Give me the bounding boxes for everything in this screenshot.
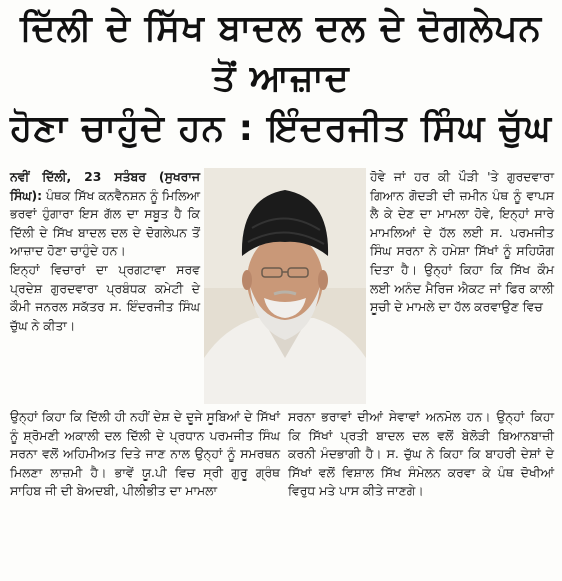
dateline: ਨਵੀਂ ਦਿੱਲੀ, 23 ਸਤੰਬਰ (ਸੁਖਰਾਜ ਸਿੰਘ):	[10, 169, 200, 203]
article-paragraph-4: ਉਨ੍ਹਾਂ ਕਿਹਾ ਕਿ ਦਿੱਲੀ ਹੀ ਨਹੀਂ ਦੇਸ਼ ਦੇ ਦੂਜੇ ਸੂਬਿਆਂ ਦੇ ਸਿੱਖਾਂ ਨੂੰ ਸ਼੍ਰੋਮਣੀ ਅਕਾਲੀ ਦਲ ਦਿੱਲੀ ਦੇ ਪ੍ਰਧਾਨ ਪਰਮਜੀਤ ਸਿੰਘ ਸਰਨਾ ਵਲੋਂ ਅਹਿਮੀਅਤ ਦਿਤੇ ਜਾਣ ਨਾਲ ਉਨ੍ਹਾਂ ਨੂੰ ਸਮਰਥਨ ਮਿਲਣਾ ਲਾਜ਼ਮੀ ਹੈ। ਭਾਵੇਂ ਯੂ.ਪੀ ਵਿਚ ਸ੍ਰੀ ਗੁਰੂ ਗ੍ਰੰਥ ਸਾਹਿਬ ਜੀ ਦੀ ਬੇਅਦਬੀ, ਪੀਲੀਭੀਤ ਦਾ ਮਾਮਲਾ	[10, 409, 280, 499]
portrait-photo	[204, 168, 366, 404]
headline-line-1: ਦਿੱਲੀ ਦੇ ਸਿੱਖ ਬਾਦਲ ਦਲ ਦੇ ਦੋਗਲੇਪਨ ਤੋਂ ਆਜ਼ਾਦ	[20, 8, 542, 99]
portrait-image	[204, 168, 366, 404]
article-bottom-right	[288, 408, 554, 501]
article-paragraph-1-text: ਪੰਥਕ ਸਿੱਖ ਕਨਵੈਨਸ਼ਨ ਨੂੰ ਮਿਲਿਆ ਭਰਵਾਂ ਹੁੰਗਾਰਾ ਇਸ ਗੱਲ ਦਾ ਸਬੂਤ ਹੈ ਕਿ ਦਿੱਲੀ ਦੇ ਸਿੱਖ ਬਾਦਲ ਦਲ ਦੇ ਦੋਗਲੇਪਨ ਤੋਂ ਆਜ਼ਾਦ ਹੋਣਾ ਚਾਹੁੰਦੇ ਹਨ।	[10, 187, 200, 259]
headline-line-2: ਹੋਣਾ ਚਾਹੁੰਦੇ ਹਨ : ਇੰਦਰਜੀਤ ਸਿੰਘ ਚੁੱਘ	[10, 108, 552, 149]
article-paragraph-3: ਹੋਵੇ ਜਾਂ ਹਰ ਕੀ ਪੌੜੀ 'ਤੇ ਗੁਰਦਵਾਰਾ ਗਿਆਨ ਗੋਦੜੀ ਦੀ ਜ਼ਮੀਨ ਪੰਥ ਨੂੰ ਵਾਪਸ ਲੈ ਕੇ ਦੇਣ ਦਾ ਮਾਮਲਾ ਹੋਵੇ, ਇਨ੍ਹਾਂ ਸਾਰੇ ਮਾਮਲਿਆਂ ਦੇ ਹੱਲ ਲਈ ਸ. ਪਰਮਜੀਤ ਸਿੰਘ ਸਰਨਾ ਨੇ ਹਮੇਸ਼ਾ ਸਿੱਖਾਂ ਨੂੰ ਸਹਿਯੋਗ ਦਿਤਾ ਹੈ। ਉਨ੍ਹਾਂ ਕਿਹਾ ਕਿ ਸਿੱਖ ਕੌਮ ਲਈ ਅਨੰਦ ਮੈਰਿਜ ਐਕਟ ਜਾਂ ਫਿਰ ਕਾਲੀ ਸੂਚੀ ਦੇ ਮਾਮਲੇ ਦਾ ਹੱਲ ਕਰਵਾਉਣ ਵਿਚ	[370, 169, 554, 315]
article-paragraph-1	[10, 168, 200, 261]
article-paragraph-5: ਸਰਨਾ ਭਰਾਵਾਂ ਦੀਆਂ ਸੇਵਾਵਾਂ ਅਨਮੋਲ ਹਨ। ਉਨ੍ਹਾਂ ਕਿਹਾ ਕਿ ਸਿੱਖਾਂ ਪ੍ਰਤੀ ਬਾਦਲ ਦਲ ਵਲੋਂ ਬੇਲੋੜੀ ਬਿਆਨਬਾਜ਼ੀ ਕਰਨੀ ਮੰਦਭਾਗੀ ਹੈ। ਸ. ਚੁੱਘ ਨੇ ਕਿਹਾ ਕਿ ਬਾਹਰੀ ਦੇਸ਼ਾਂ ਦੇ ਸਿੱਖਾਂ ਵਲੋਂ ਵਿਸ਼ਾਲ ਸਿੱਖ ਸੰਮੇਲਨ ਕਰਵਾ ਕੇ ਪੰਥ ਦੋਖੀਆਂ ਵਿਰੁਧ ਮਤੇ ਪਾਸ ਕੀਤੇ ਜਾਣਗੇ।	[288, 409, 554, 499]
article-column-right	[370, 168, 554, 317]
headline	[8, 4, 554, 154]
article-paragraph-2: ਇਨ੍ਹਾਂ ਵਿਚਾਰਾਂ ਦਾ ਪ੍ਰਗਟਾਵਾ ਸਰਵ ਪ੍ਰਦੇਸ਼ ਗੁਰਦਵਾਰਾ ਪ੍ਰਬੰਧਕ ਕਮੇਟੀ ਦੇ ਕੌਮੀ ਜਨਰਲ ਸਕੱਤਰ ਸ. ਇੰਦਰਜੀਤ ਸਿੰਘ ਚੁੱਘ ਨੇ ਕੀਤਾ।	[10, 261, 200, 333]
article-column-left	[10, 168, 200, 335]
article-bottom-left	[10, 408, 280, 501]
